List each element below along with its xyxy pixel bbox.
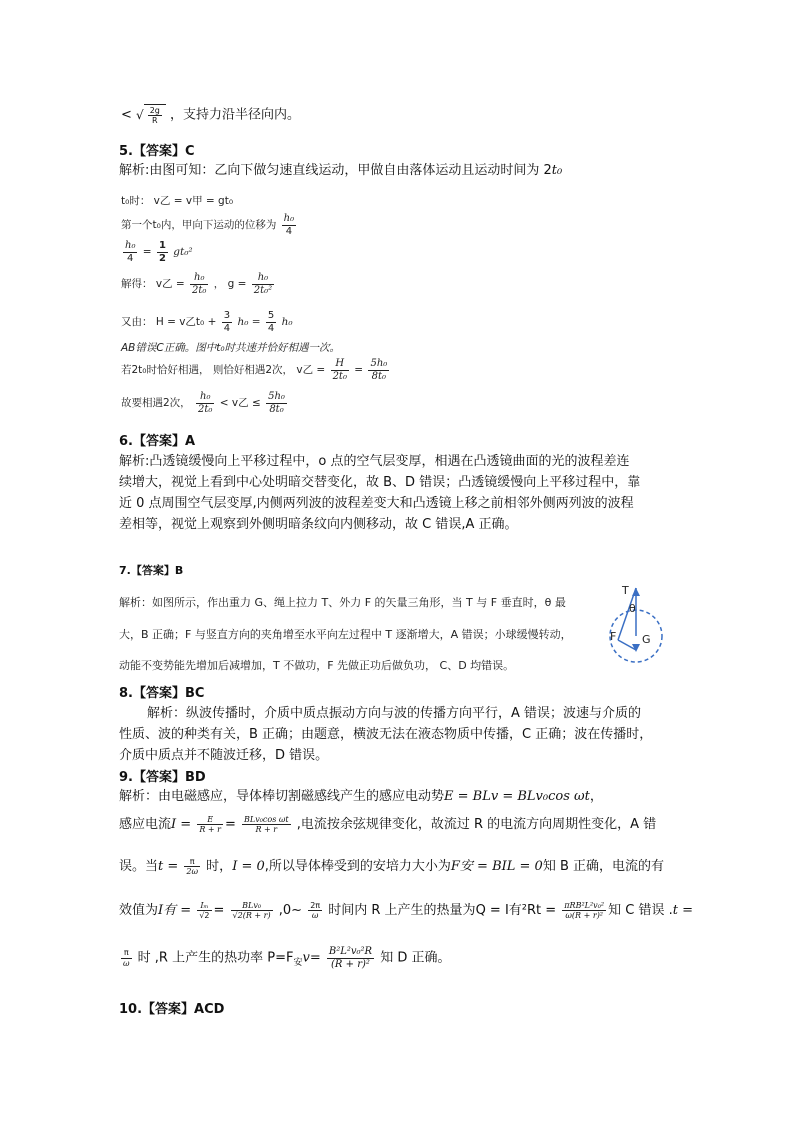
q5-line-6: AB错误C正确。图中t₀时共速并恰好相遇一次。 xyxy=(121,342,341,354)
q8-heading: 8.【答案】BC xyxy=(119,686,205,701)
q9-line-2: 感应电流I = $\frac{E}{R + r}$ = $\frac{\text{BLv₀cos ωt}}{R + r}$ ,电流按余弦规律变化，故流过 R 的电流方向周期性变化，A 错 xyxy=(119,814,657,834)
less-than: < xyxy=(121,107,132,123)
q9-line-4: 效值为I有 = $\frac{\text{Iₘ}}{√2}$ = $\frac{\text{BLv₀}}{√2(R + r)}$ ,0~ $\frac{2\pi}{\omega}$ 时间内 R 上产生的热量为Q = I有²Rt = $\frac{\text{πRB²L²v₀²}}{\text{ω(R + r)²}}$ 知 C 错误 .t = xyxy=(119,900,693,920)
q6-line-3: 近 0 点周围空气层变厚,内侧两列波的波程差变大和凸透镜上移之前相邻外侧两列波的波程 xyxy=(119,496,634,511)
arrow-T-icon xyxy=(632,588,640,596)
q5-line-8: 故要相遇2次， $\frac{\text{h₀}}{\text{2t₀}}$ < v乙 ≤ $\frac{\text{5h₀}}{\text{8t₀}}$ xyxy=(121,391,285,415)
label-G: G xyxy=(642,633,651,646)
q5-line-3: $\frac{\text{h₀}}{4}$ = $\frac{1}{2}$ gt₀² xyxy=(125,240,193,264)
q6-heading: 6.【答案】A xyxy=(119,434,196,449)
q5-line-4: 解得： v乙 = $\frac{\text{h₀}}{\text{2t₀}}$ ， g = $\frac{\text{h₀}}{\text{2t₀²}}$ xyxy=(121,272,273,296)
q5-line-2: 第一个t₀内，甲向下运动的位移为 $\frac{\text{h₀}}{4}$ xyxy=(121,213,295,237)
q5-line-5: 又由： H = v乙t₀ + $\frac{3}{4}$ h₀ = $\frac{5}{4}$ h₀ xyxy=(121,310,293,334)
q8-line-1: 解析：纵波传播时，介质中质点振动方向与波的传播方向平行，A 错误；波速与介质的 xyxy=(147,706,642,721)
q8-line-3: 介质中质点并不随波迁移，D 错误。 xyxy=(119,748,329,763)
q9-heading: 9.【答案】BD xyxy=(119,770,206,785)
top-line-text: ，支持力沿半径向内。 xyxy=(170,107,301,123)
q7-line-2: 大，B 正确；F 与竖直方向的夹角增至水平向左过程中 T 逐渐增大，A 错误；小球缓慢转动， xyxy=(119,628,572,641)
q7-line-1: 解析：如图所示，作出重力 G、绳上拉力 T、外力 F 的矢量三角形，当 T 与 F 垂直时，θ 最 xyxy=(119,596,566,609)
q9-line-1: 解析：由电磁感应，导体棒切割磁感线产生的感应电动势E = BLv = BLv₀cos ωt， xyxy=(119,789,603,804)
q7-force-diagram xyxy=(606,580,668,672)
q6-line-2: 续增大，视觉上看到中心处明暗交替变化，故 B、D 错误；凸透镜缓慢向上平移过程中，靠 xyxy=(119,475,641,490)
q9-line-5: $\frac{\pi}{\omega}$ 时 ,R 上产生的热功率 $P=F_安v=$ $\frac{\text{B²L²v₀²R}}{\text{(R + r)²}}$ 知 D 正确。 xyxy=(123,946,451,970)
q5-heading: 5.【答案】C xyxy=(119,144,195,159)
label-T: T xyxy=(622,584,629,597)
q10-heading: 10.【答案】ACD xyxy=(119,1002,225,1017)
q5-line-7: 若2t₀时恰好相遇， 则恰好相遇2次， v乙 = $\frac{H}{\text{2t₀}}$ = $\frac{\text{5h₀}}{\text{8t₀}}$ xyxy=(121,358,388,382)
q5-line-1: t₀时： v乙 = v甲 = gt₀ xyxy=(121,195,234,207)
q8-line-2: 性质、波的种类有关，B 正确；由题意，横波无法在液态物质中传播，C 正确；波在传播时， xyxy=(119,727,653,742)
q6-line-4: 差相等，视觉上观察到外侧明暗条纹向内侧移动，故 C 错误,A 正确。 xyxy=(119,517,518,532)
q6-line-1: 解析:凸透镜缓慢向上平移过程中，o 点的空气层变厚，相遇在凸透镜曲面的光的波程差连 xyxy=(119,454,630,469)
label-F: F xyxy=(610,630,617,643)
q5-analysis: 解析:由图可知：乙向下做匀速直线运动，甲做自由落体运动且运动时间为 2t₀ xyxy=(119,163,563,178)
sqrt-expression: √ $\frac{2g}{R}$ xyxy=(136,104,166,126)
top-line xyxy=(121,104,300,126)
q7-line-3: 动能不变势能先增加后减增加，T 不做功，F 先做正功后做负功， C、D 均错误。 xyxy=(119,659,515,672)
q9-line-3: 误。当t = $\frac{\pi}{2\omega}$ 时，I = 0,所以导体棒受到的安培力大小为F安 = BIL = 0知 B 正确，电流的有 xyxy=(119,856,665,876)
q7-heading: 7.【答案】B xyxy=(119,564,184,577)
label-theta: θ xyxy=(629,602,636,615)
